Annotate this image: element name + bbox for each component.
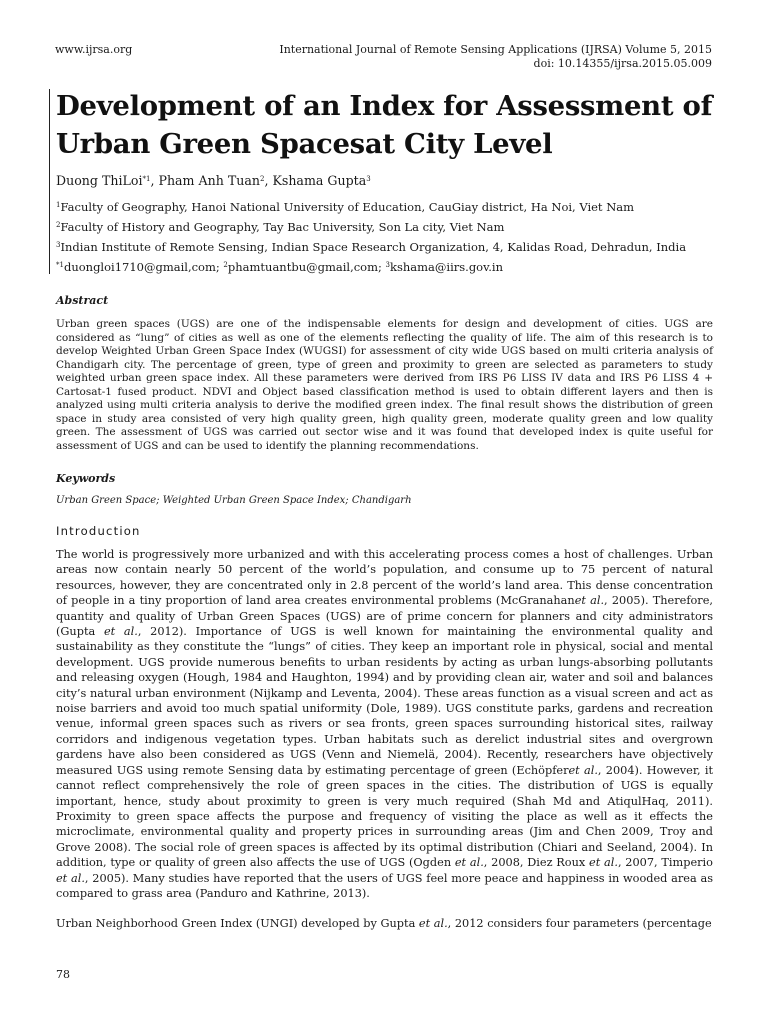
affiliation-mark: 2 (56, 221, 61, 229)
email-mark: 3 (385, 261, 391, 269)
paragraph-text: , 2007, Timperio (617, 856, 713, 870)
author-name: Kshama Gupta (272, 173, 367, 188)
paragraph-text: , 2005). Many studies have reported that the users of UGS feel more peace and happiness in wooded area as compared to grass area (Panduro and Kathrine, 2013). (56, 871, 713, 900)
email-address: duongloi1710@gmail,com; (63, 260, 224, 274)
paragraph-text: , 2012). Importance of UGS is well known for maintaining the environmental quality and sustainability as they constitute the “lungs” of cities. They keep an important role in physical, social and mental development. UGS provide numerous benefits to urban residents by acting as urban lungs-absorbing pollutants and releasing oxygen (Hough, 1984 and Haughton, 1994) and by providing clean air, water and soil and balances city’s natural urban environment (Nijkamp and Leventa, 2004). These areas function as a visual screen and act as noise barriers and avoid too much spatial uniformity (Dole, 1989). UGS constitute parks, gardens and recreation venue, informal green spaces such as rivers or sea fronts, green spaces surrounding historical sites, railway corridors and indigenous vegetation types. Urban habitats such as derelict industrial sites and overgrown gardens have also been considered as UGS (Venn and Niemelä, 2004). Recently, researchers have objectively measured UGS using remote Sensing data by estimating percentage of green (Echöpfer (56, 625, 713, 777)
title-rule (49, 89, 50, 274)
affiliation-text: Faculty of Geography, Hanoi National University of Education, CauGiay district, Ha Noi, Viet Nam (60, 200, 635, 214)
introduction-paragraph-1 (56, 547, 713, 901)
title-line-1: Development of an Index for Assessment of (56, 90, 713, 122)
abstract-text: Urban green spaces (UGS) are one of the indispensable elements for design and development of cities. UGS are considered as “lung” of cities as well as one of the elements reflecting the quality of life. The aim of this research is to develop Weighted Urban Green Space Index (WUGSI) for assessment of city wide UGS based on multi criteria analysis of Chandigarh city. The percentage of green, type of green and proximity to green are selected as parameters to study weighted urban green space index. All these parameters were derived from IRS P6 LISS IV data and IRS P6 LISS 4 + Cartosat-1 fused product. NDVI and Object based classification method is used to obtain different layers and then is analyzed using multi criteria analysis to derive the modified green index. The final result shows the distribution of green space in study area consisted of very high quality green, high quality green, moderate quality green and low quality green. The assessment of UGS was carried out sector wise and it was found that developed index is quite useful for assessment of UGS and can be used to identify the planning recommendations. (56, 318, 713, 452)
italic-citation: et al. (56, 871, 85, 885)
italic-citation: et al. (418, 917, 448, 930)
italic-citation: et al. (568, 763, 598, 777)
author-name: Pham Anh Tuan (158, 173, 260, 188)
paragraph-text: , 2004). However, it cannot reflect comprehensively the role of green spaces in the cities. The distribution of UGS is equally important, hence, study about proximity to green is very much required (Shah Md and AtiqulHaq, 2011). Proximity to green space affects the purpose and frequency of visiting the place as well as it effects the microclimate, environmental quality and property prices in surrounding areas (Jim and Chen 2009, Troy and Grove 2008). The social role of green spaces is affected by its optimal distribution (Chiari and Seeland, 2004). In addition, type or quality of green also affects the use of UGS (Ogden (56, 763, 713, 870)
email-address: phamtuantbu@gmail,com; (227, 260, 386, 274)
title-line-2: Urban Green Spacesat City Level (56, 128, 553, 160)
italic-citation: et al. (103, 625, 138, 639)
author-list (56, 172, 371, 190)
doi: doi: 10.14355/ijrsa.2015.05.009 (533, 57, 712, 70)
page-number: 78 (56, 968, 70, 981)
author-separator: , (264, 173, 273, 188)
italic-citation: et al. (574, 594, 605, 608)
abstract-label: Abstract (56, 294, 109, 307)
affiliation-text: Faculty of History and Geography, Tay Bac University, Son La city, Viet Nam (60, 220, 505, 234)
journal-website: www.ijrsa.org (55, 43, 133, 56)
affiliation (56, 197, 736, 217)
affiliation-list (56, 197, 736, 257)
affiliation (56, 217, 736, 237)
keywords-label: Keywords (56, 472, 116, 485)
affiliation-text: Indian Institute of Remote Sensing, Indian Space Research Organization, 4, Kalidas Road, Dehradun, India (60, 240, 687, 254)
affiliation-mark: 3 (56, 241, 61, 249)
author-name: Duong ThiLoi (56, 173, 143, 188)
author-mark: 3 (366, 175, 371, 183)
paper-title (56, 87, 716, 163)
journal-name: International Journal of Remote Sensing Applications (IJRSA) Volume 5, 2015 (279, 43, 712, 56)
email-mark: *1 (56, 261, 64, 269)
email-mark: 2 (223, 261, 228, 269)
italic-citation: et al. (454, 856, 484, 870)
author-mark: *1 (142, 175, 151, 183)
affiliation (56, 237, 736, 257)
paragraph-text: Urban Neighborhood Green Index (UNGI) developed by Gupta (56, 917, 419, 930)
keywords-text: Urban Green Space; Weighted Urban Green Space Index; Chandigarh (56, 495, 412, 506)
introduction-heading: Introduction (56, 524, 141, 538)
italic-citation: et al. (589, 856, 618, 870)
paragraph-text: The world is progressively more urbanized and with this accelerating process comes a host of challenges. Urban areas now contain nearly 50 percent of the world’s population, and consume up to 75 percent of natural resources, however, they are concentrated only in 2.8 percent of the world’s land area. This dense concentration of people in a tiny proportion of land area creates environmental problems (McGranahan (56, 548, 713, 608)
paragraph-text: , 2012 considers four parameters (percentage (447, 917, 712, 930)
email-address: kshama@iirs.gov.in (390, 260, 503, 274)
author-mark: 2 (259, 175, 265, 183)
affiliation-mark: 1 (56, 201, 61, 209)
author-separator: , (150, 173, 159, 188)
paragraph-text: , 2008, Diez Roux (483, 856, 590, 870)
email-line (56, 257, 503, 277)
introduction-paragraph-2 (56, 916, 713, 931)
paragraph-text: , 2005). Therefore, quantity and quality of Urban Green Spaces (UGS) are of prime concern for planners and city administrators (Gupta (56, 594, 713, 639)
